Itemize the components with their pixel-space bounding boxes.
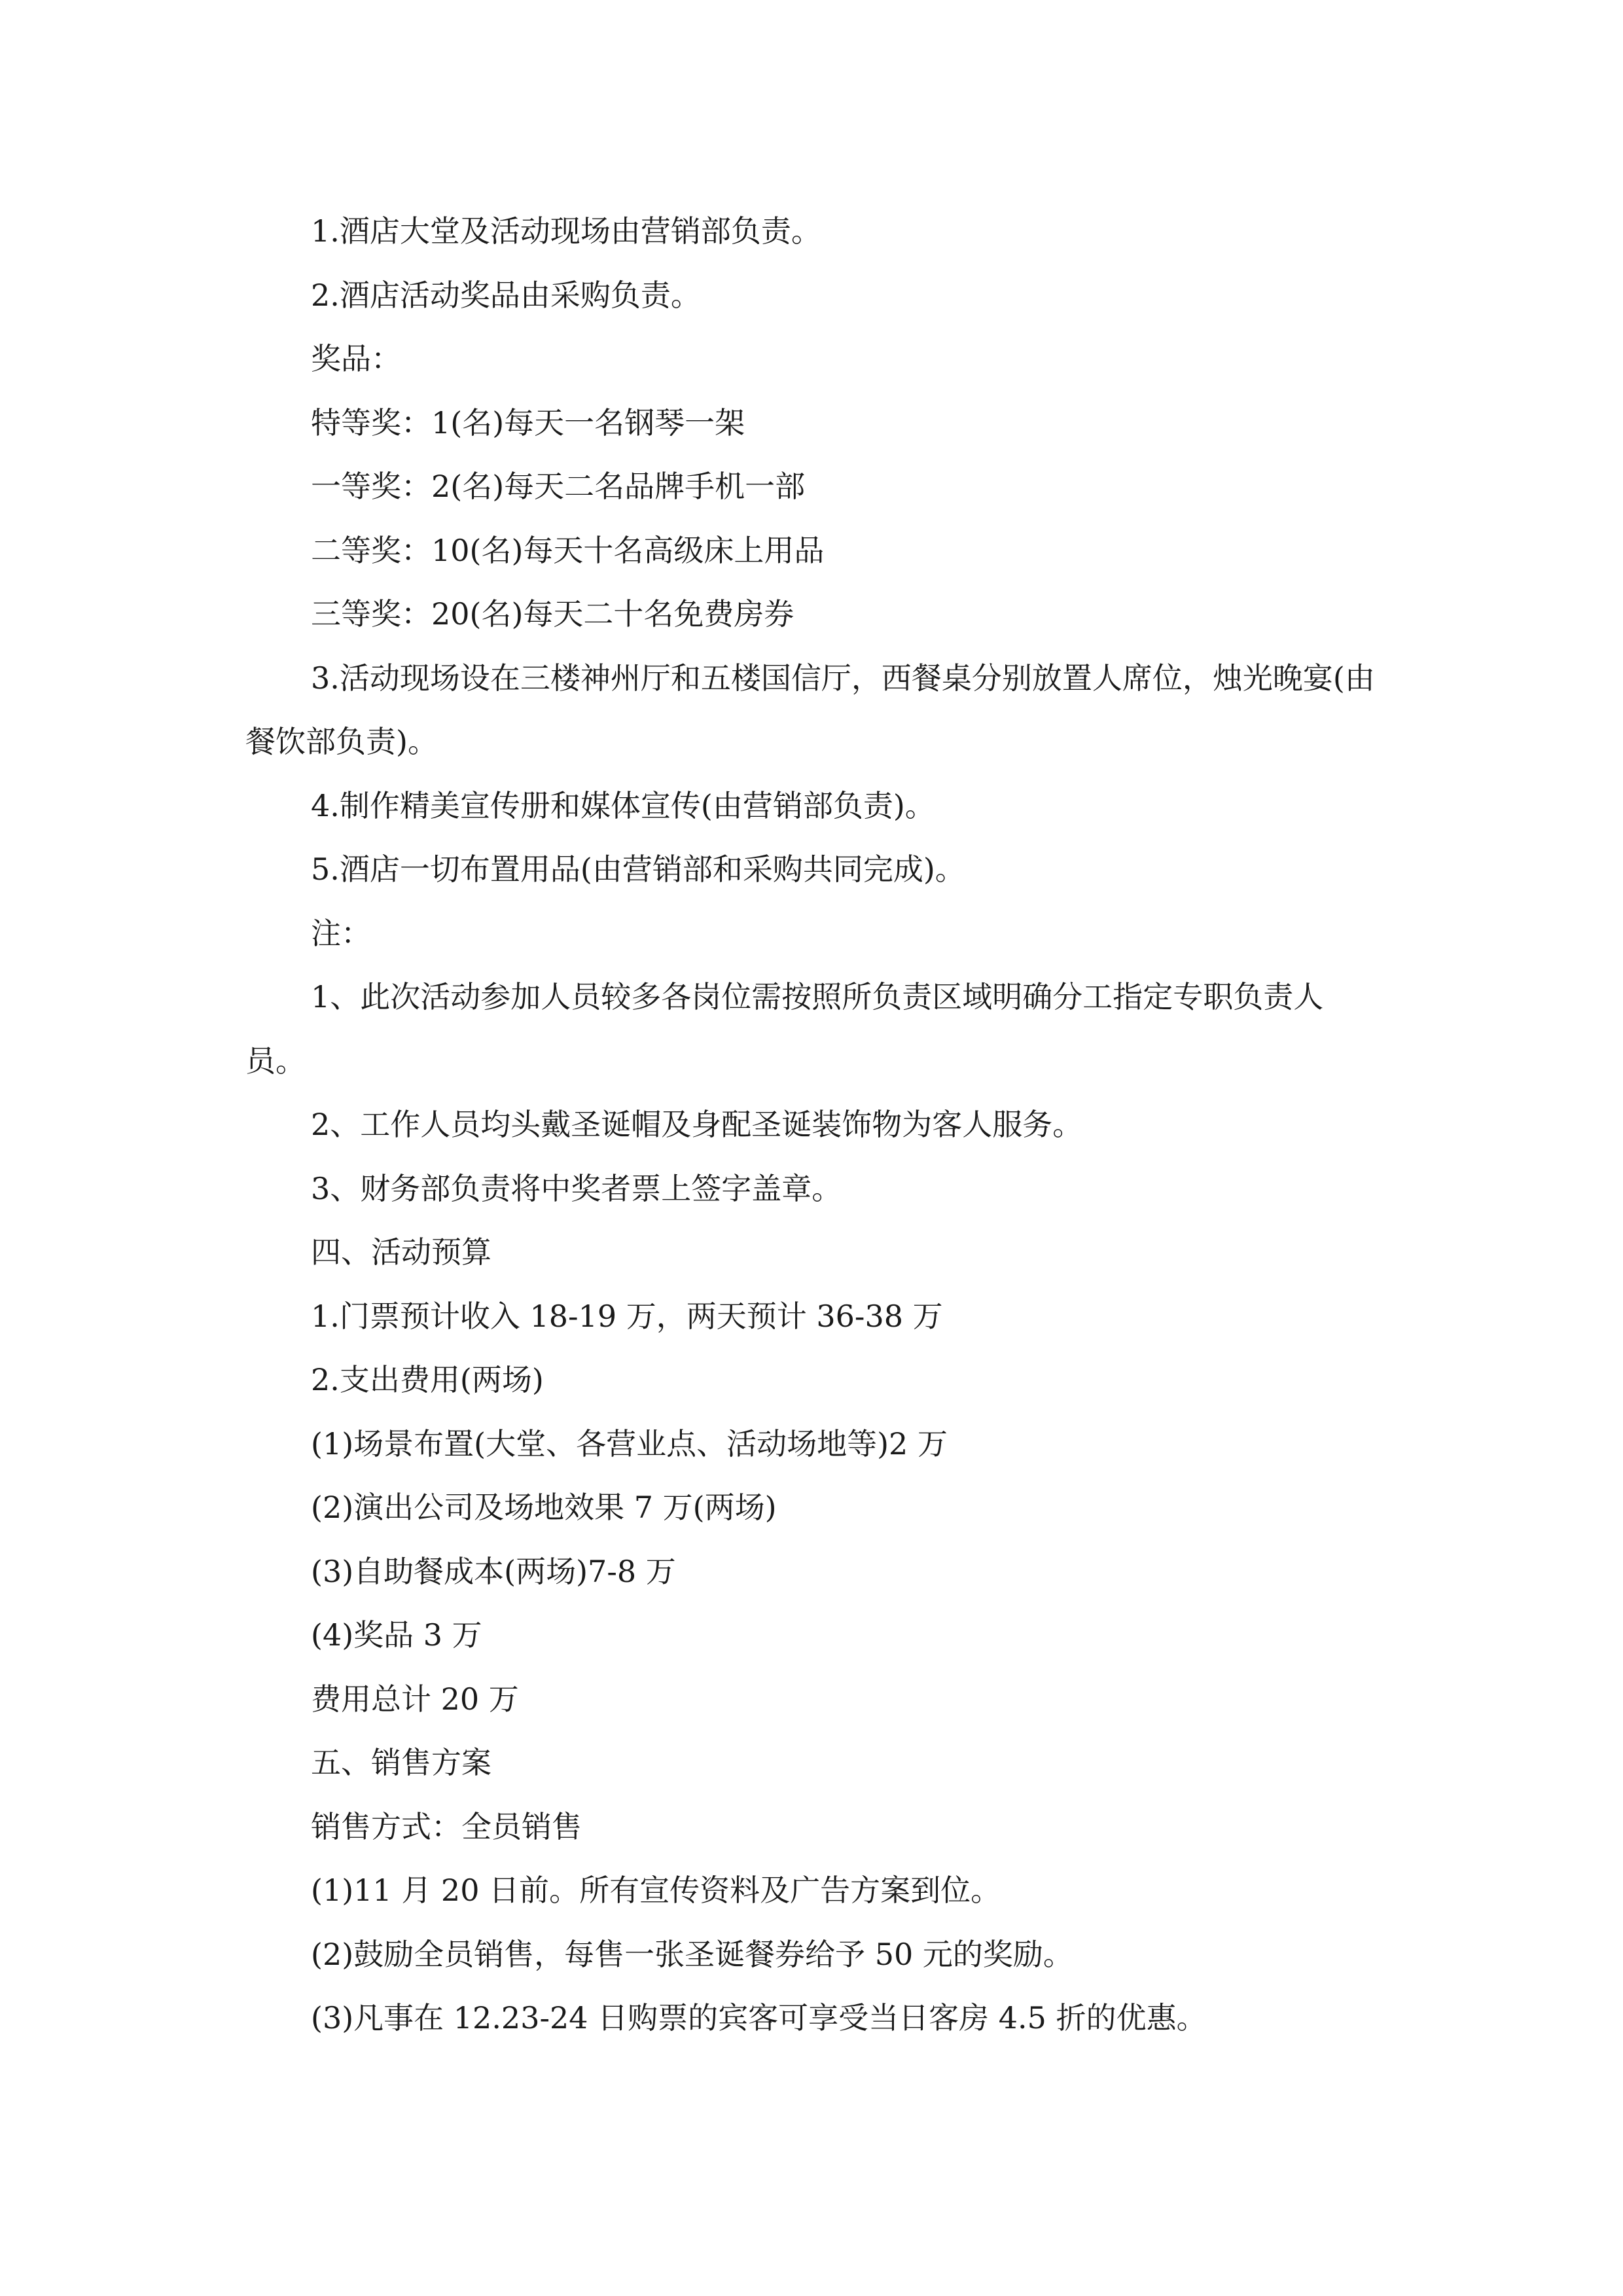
paragraph: (1)11 月 20 日前。所有宣传资料及广告方案到位。 bbox=[311, 1873, 1001, 1908]
paragraph: 一等奖：2(名)每天二名品牌手机一部 bbox=[311, 469, 806, 504]
paragraph: 1、此次活动参加人员较多各岗位需按照所负责区域明确分工指定专职负责人员。 bbox=[245, 979, 1324, 1079]
paragraph: 5.酒店一切布置用品(由营销部和采购共同完成)。 bbox=[311, 852, 965, 887]
paragraph: (4)奖品 3 万 bbox=[311, 1617, 482, 1653]
paragraph: (2)鼓励全员销售，每售一张圣诞餐券给予 50 元的奖励。 bbox=[311, 1936, 1073, 1972]
document-body bbox=[245, 200, 1378, 2051]
paragraph: 2.酒店活动奖品由采购负责。 bbox=[311, 277, 701, 313]
paragraph: (3)自助餐成本(两场)7-8 万 bbox=[311, 1553, 676, 1589]
paragraph: 特等奖：1(名)每天一名钢琴一架 bbox=[311, 404, 745, 440]
paragraph: 3.活动现场设在三楼神州厅和五楼国信厅，西餐桌分别放置人席位，烛光晚宴(由餐饮部负责)。 bbox=[245, 660, 1375, 759]
paragraph: 二等奖：10(名)每天十名高级床上用品 bbox=[311, 532, 825, 568]
paragraph: 注： bbox=[311, 915, 371, 951]
paragraph: 1.门票预计收入 18-19 万，两天预计 36-38 万 bbox=[311, 1298, 943, 1334]
paragraph: 费用总计 20 万 bbox=[311, 1681, 519, 1717]
section-heading: 四、活动预算 bbox=[311, 1234, 491, 1270]
paragraph: 2、工作人员均头戴圣诞帽及身配圣诞装饰物为客人服务。 bbox=[311, 1107, 1083, 1142]
paragraph: 3、财务部负责将中奖者票上签字盖章。 bbox=[311, 1170, 842, 1206]
paragraph: (1)场景布置(大堂、各营业点、活动场地等)2 万 bbox=[311, 1426, 948, 1462]
paragraph: 三等奖：20(名)每天二十名免费房券 bbox=[311, 596, 794, 632]
paragraph: 奖品： bbox=[311, 341, 401, 376]
paragraph: 销售方式：全员销售 bbox=[311, 1808, 582, 1844]
section-heading: 五、销售方案 bbox=[311, 1745, 491, 1780]
paragraph: 2.支出费用(两场) bbox=[311, 1362, 544, 1397]
paragraph: 1.酒店大堂及活动现场由营销部负责。 bbox=[311, 213, 821, 249]
paragraph: 4.制作精美宣传册和媒体宣传(由营销部负责)。 bbox=[311, 787, 935, 823]
paragraph: (3)凡事在 12.23-24 日购票的宾客可享受当日客房 4.5 折的优惠。 bbox=[311, 2000, 1207, 2036]
paragraph: (2)演出公司及场地效果 7 万(两场) bbox=[311, 1490, 777, 1525]
